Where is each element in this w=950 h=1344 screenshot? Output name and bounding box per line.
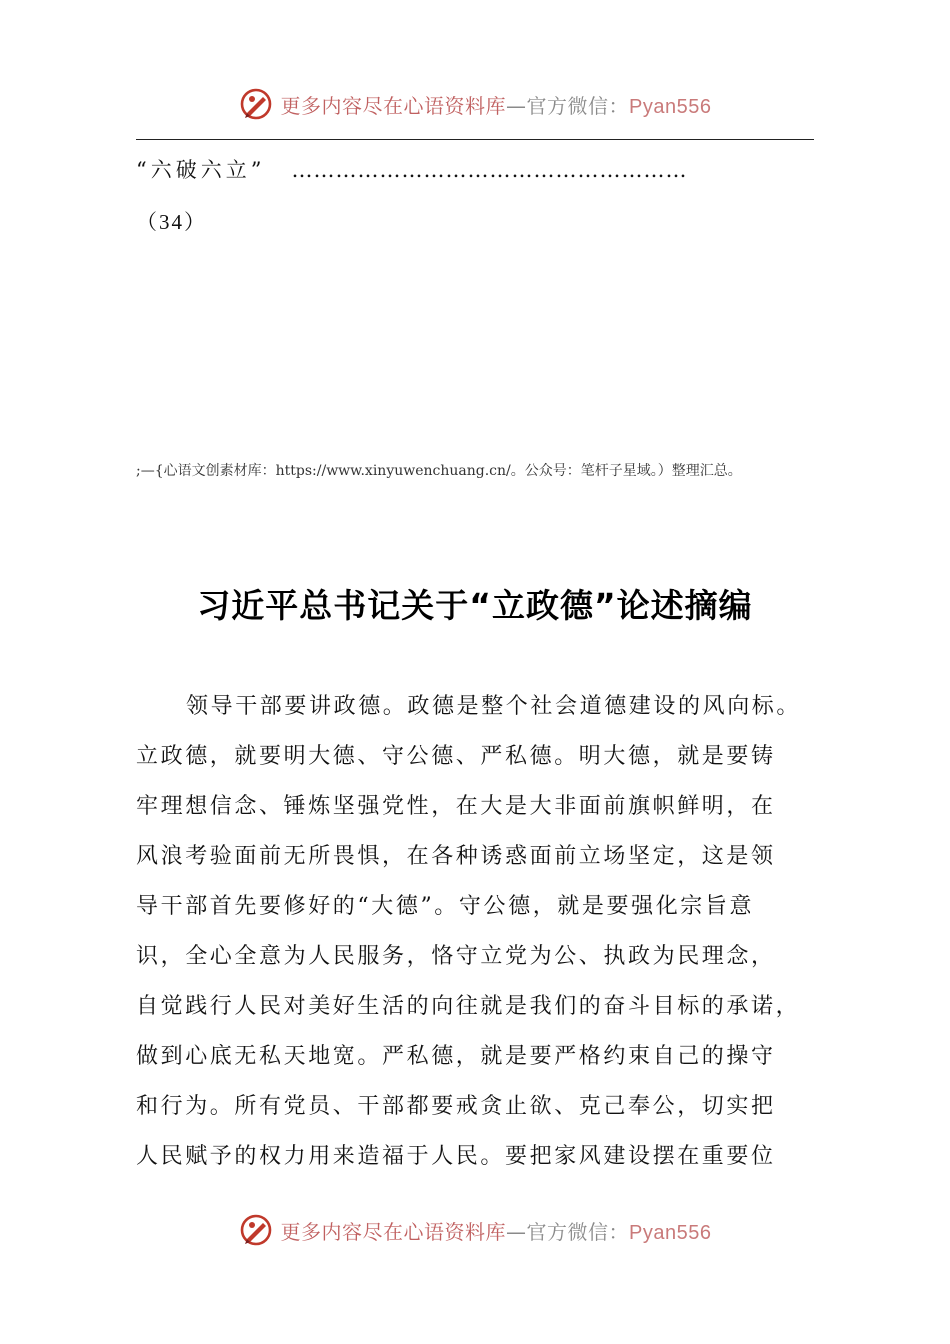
paragraph-line: 领导干部要讲政德。政德是整个社会道德建设的风向标。 — [186, 694, 802, 719]
paragraph-line: 牢理想信念、锤炼坚强党性，在大是大非面前旗帜鲜明，在 — [136, 794, 776, 819]
toc-entry — [136, 154, 816, 190]
paragraph-line: 导干部首先要修好的“大德”。守公德，就是要强化宗旨意 — [136, 894, 755, 919]
toc-page-number: （34） — [136, 210, 207, 234]
source-note: ;—{心语文创素材库：https://www.xinyuwenchuang.cn/。公众号：笔杆子星域。）整理汇总。 — [136, 463, 742, 479]
watermark-text: 更多内容尽在心语资料库—官方微信：Pyan556 — [280, 93, 712, 118]
paragraph-line: 立政德，就要明大德、守公德、严私德。明大德，就是要铸 — [136, 744, 776, 769]
pen-logo-icon — [239, 87, 273, 121]
toc-leader-dots: ……………………………………………… — [291, 158, 688, 182]
paragraph-line: 风浪考验面前无所畏惧，在各种诱惑面前立场坚定，这是领 — [136, 844, 776, 869]
header-watermark — [0, 82, 950, 126]
watermark-text: 更多内容尽在心语资料库—官方微信：Pyan556 — [280, 1219, 712, 1244]
footer-watermark — [0, 1208, 950, 1252]
paragraph-line: 识，全心全意为人民服务，恪守立党为公、执政为民理念， — [136, 944, 776, 969]
pen-logo-icon — [239, 1213, 273, 1247]
document-title: 习近平总书记关于“立政德”论述摘编 — [197, 586, 753, 625]
paragraph-line: 自觉践行人民对美好生活的向往就是我们的奋斗目标的承诺， — [136, 994, 801, 1019]
paragraph-line: 做到心底无私天地宽。严私德，就是要严格约束自己的操守 — [136, 1044, 776, 1069]
body-paragraph — [136, 686, 826, 1186]
paragraph-line: 人民赋予的权力用来造福于人民。要把家风建设摆在重要位 — [136, 1144, 776, 1169]
paragraph-line: 和行为。所有党员、干部都要戒贪止欲、克己奉公，切实把 — [136, 1094, 776, 1119]
toc-entry-title: “六破六立” — [136, 158, 266, 182]
header-divider — [136, 139, 814, 140]
